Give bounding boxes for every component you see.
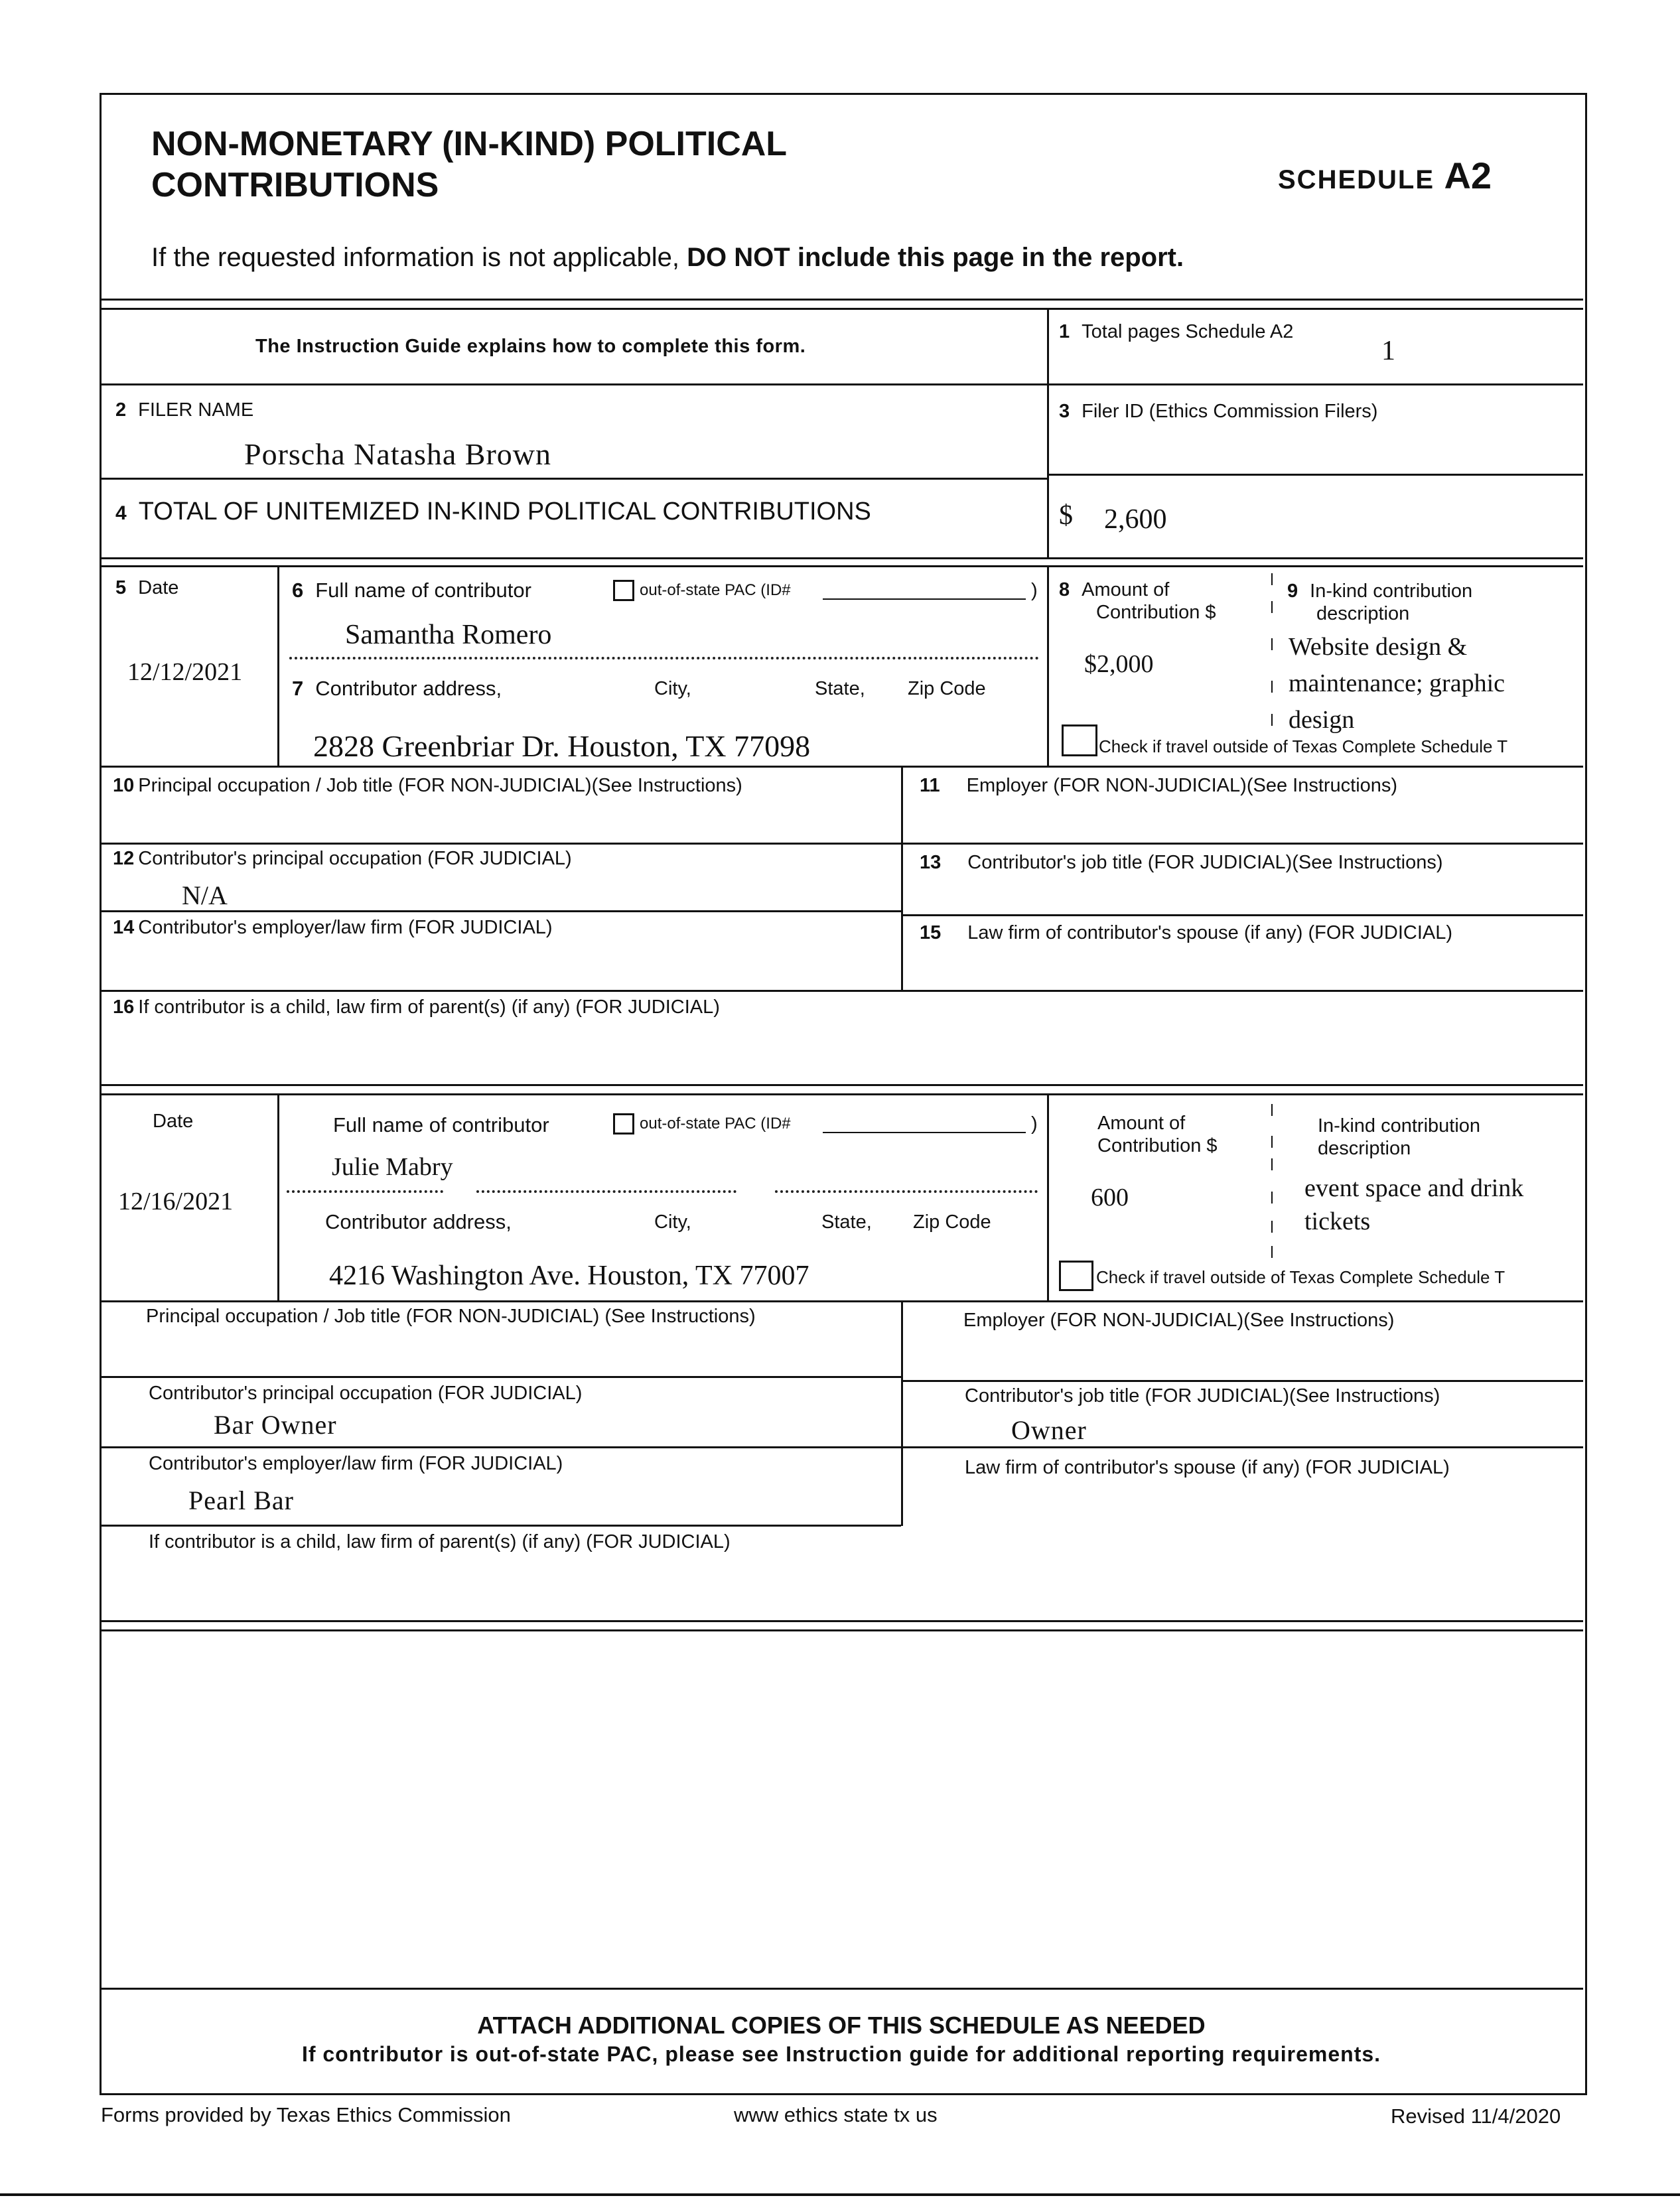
- address-value: 2828 Greenbriar Dr. Houston, TX 77098: [313, 729, 811, 763]
- filer-id-label: 3 Filer ID (Ethics Commission Filers): [1059, 401, 1378, 422]
- judicial-occupation-label: Contributor's principal occupation (FOR JUDICIAL): [149, 1383, 583, 1404]
- contributor-name-value: Julie Mabry: [332, 1153, 453, 1181]
- address-label: 7 Contributor address,: [292, 677, 502, 700]
- date-label: Date: [153, 1111, 194, 1132]
- form-title-line2: CONTRIBUTIONS: [151, 166, 439, 204]
- contributor-name-label: Full name of contributor: [333, 1113, 549, 1136]
- schedule-word: SCHEDULE: [1278, 165, 1435, 194]
- zip-label: Zip Code: [908, 678, 986, 699]
- pac-id-line[interactable]: [823, 1132, 1026, 1133]
- description-label: In-kind contribution description: [1318, 1115, 1481, 1159]
- occupation-label: Principal occupation / Job title (FOR NON-JUDICIAL) (See Instructions): [146, 1306, 756, 1327]
- out-of-state-pac-note: If contributor is out-of-state PAC, please see Instruction guide for additional reporting requirements.: [301, 2042, 1381, 2066]
- filer-name-value: Porscha Natasha Brown: [244, 437, 552, 471]
- description-value: event space and drink tickets: [1304, 1174, 1524, 1235]
- description-value: Website design & maintenance; graphic design: [1289, 633, 1505, 734]
- judicial-occupation-value: Bar Owner: [214, 1410, 337, 1440]
- date-value: 12/12/2021: [127, 658, 243, 686]
- child-law-firm-label: If contributor is a child, law firm of parent(s) (if any) (FOR JUDICIAL): [149, 1531, 731, 1552]
- form-title-line1: NON-MONETARY (IN-KIND) POLITICAL: [151, 125, 788, 163]
- total-pages-value: 1: [1381, 336, 1395, 366]
- form-title: [151, 123, 787, 206]
- date-value: 12/16/2021: [118, 1188, 234, 1215]
- total-pages-label: 1 Total pages Schedule A2: [1059, 321, 1294, 342]
- employer-label: 11 Employer (FOR NON-JUDICIAL)(See Instructions): [920, 775, 1398, 796]
- amount-label: Amount of Contribution $: [1097, 1113, 1218, 1156]
- contributor-name-value: Samantha Romero: [345, 620, 552, 650]
- revised-date: Revised 11/4/2020: [1391, 2104, 1561, 2128]
- city-label: City,: [654, 678, 691, 699]
- occupation-label: 10 Principal occupation / Job title (FOR NON-JUDICIAL)(See Instructions): [113, 775, 742, 796]
- description-label: 9 In-kind contribution description: [1287, 581, 1473, 624]
- amount-value: $2,000: [1084, 650, 1154, 678]
- address-value: 4216 Washington Ave. Houston, TX 77007: [329, 1261, 809, 1291]
- address-label: Contributor address,: [325, 1210, 512, 1233]
- zip-label: Zip Code: [913, 1211, 991, 1233]
- judicial-job-title-value: Owner: [1011, 1415, 1087, 1445]
- schedule-id: A2: [1444, 155, 1492, 196]
- judicial-employer-label: 14 Contributor's employer/law firm (FOR JUDICIAL): [113, 917, 553, 938]
- amount-value: 600: [1091, 1184, 1129, 1211]
- pac-id-close: ): [1031, 1113, 1038, 1135]
- not-applicable-note: [151, 243, 1184, 273]
- page-bottom-rule: [0, 2193, 1680, 2196]
- city-label: City,: [654, 1211, 691, 1233]
- pac-id-close: ): [1031, 580, 1038, 601]
- state-label: State,: [821, 1211, 872, 1233]
- child-law-firm-label: 16 If contributor is a child, law firm of parent(s) (if any) (FOR JUDICIAL): [113, 997, 720, 1018]
- travel-checkbox[interactable]: [1059, 1261, 1093, 1291]
- pac-id-line[interactable]: [823, 598, 1026, 600]
- travel-checkbox[interactable]: [1062, 724, 1097, 756]
- schedule-code: [1278, 154, 1492, 197]
- travel-label: Check if travel outside of Texas Complete Schedule T: [1096, 1267, 1505, 1287]
- contributor-name-label: 6 Full name of contributor: [292, 579, 531, 602]
- pac-id-label: out-of-state PAC (ID#: [640, 581, 791, 599]
- spouse-law-firm-label: Law firm of contributor's spouse (if any) (FOR JUDICIAL): [965, 1457, 1450, 1478]
- out-of-state-pac-checkbox[interactable]: [613, 1113, 634, 1135]
- judicial-job-title-label: 13 Contributor's job title (FOR JUDICIAL)(See Instructions): [920, 852, 1443, 873]
- spouse-law-firm-label: 15 Law firm of contributor's spouse (if any) (FOR JUDICIAL): [920, 922, 1453, 943]
- employer-label: Employer (FOR NON-JUDICIAL)(See Instructions): [963, 1310, 1395, 1331]
- website-link[interactable]: www ethics state tx us: [734, 2103, 938, 2126]
- unitemized-total-value: 2,600: [1104, 504, 1167, 535]
- instruction-guide-note: The Instruction Guide explains how to complete this form.: [255, 336, 806, 357]
- pac-id-label: out-of-state PAC (ID#: [640, 1115, 791, 1133]
- note-prefix: If the requested information is not applicable,: [151, 243, 680, 272]
- judicial-occupation-label: 12 Contributor's principal occupation (FOR JUDICIAL): [113, 848, 572, 869]
- attach-copies-note: ATTACH ADDITIONAL COPIES OF THIS SCHEDULE AS NEEDED: [477, 2012, 1206, 2039]
- unitemized-currency: $: [1059, 500, 1073, 531]
- out-of-state-pac-checkbox[interactable]: [613, 580, 634, 601]
- judicial-job-title-label: Contributor's job title (FOR JUDICIAL)(See Instructions): [965, 1385, 1440, 1407]
- note-bold: DO NOT include this page in the report.: [687, 243, 1184, 272]
- date-label: 5 Date: [115, 577, 179, 598]
- judicial-employer-label: Contributor's employer/law firm (FOR JUDICIAL): [149, 1453, 563, 1474]
- state-label: State,: [815, 678, 865, 699]
- filer-name-label: 2 FILER NAME: [115, 399, 254, 421]
- judicial-employer-value: Pearl Bar: [188, 1485, 294, 1515]
- unitemized-total-label: 4 TOTAL OF UNITEMIZED IN-KIND POLITICAL CONTRIBUTIONS: [115, 498, 871, 525]
- travel-label: Check if travel outside of Texas Complete Schedule T: [1099, 736, 1508, 756]
- judicial-occupation-value: N/A: [182, 880, 228, 910]
- provided-by: Forms provided by Texas Ethics Commission: [101, 2103, 511, 2126]
- amount-label: 8 Amount of Contribution $: [1059, 579, 1216, 623]
